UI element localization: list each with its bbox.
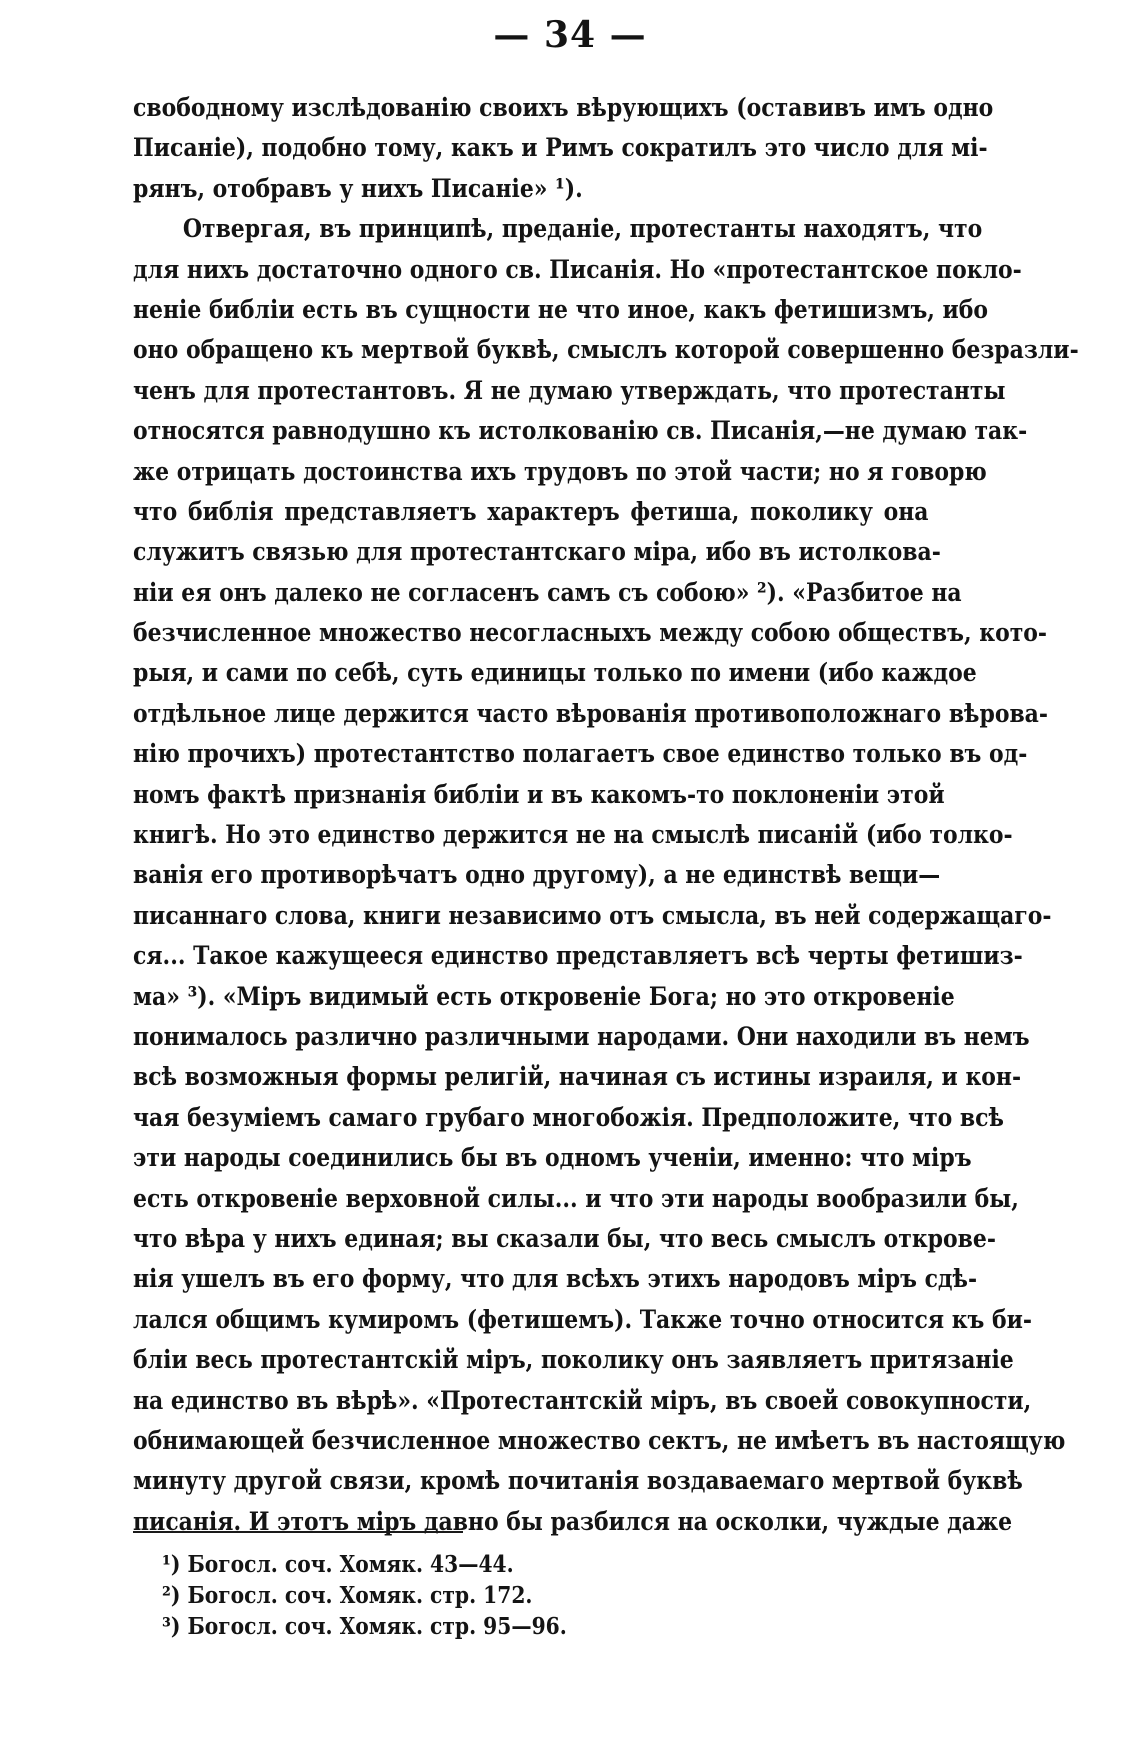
- body-text: [133, 88, 1079, 1542]
- text-line: относятся равнодушно къ истолкованію св. Писанія,—не думаю так-: [133, 416, 1028, 447]
- text-line: ма» ³). «Міръ видимый есть откровеніе Бога; но это откровеніе: [133, 981, 955, 1012]
- text-line: писанія. И этотъ міръ давно бы разбился на осколки, чуждые даже: [133, 1506, 1013, 1537]
- text-line: чая безуміемъ самаго грубаго многобожія. Предположите, что всѣ: [133, 1102, 1004, 1133]
- text-line: лался общимъ кумиромъ (фетишемъ). Также точно относится къ би-: [133, 1304, 1032, 1335]
- text-line: на единство въ вѣрѣ». «Протестантскій міръ, въ своей совокупности,: [133, 1385, 1032, 1416]
- text-line: служитъ связью для протестантскаго міра, ибо въ истолкова-: [133, 537, 941, 568]
- text-line: ніи ея онъ далеко не согласенъ самъ съ собою» ²). «Разбитое на: [133, 577, 962, 608]
- text-line: есть откровеніе верховной силы... и что эти народы вообразили бы,: [133, 1183, 1019, 1214]
- text-line: рыя, и сами по себѣ, суть единицы только по имени (ибо каждое: [133, 658, 977, 689]
- text-line: ся... Такое кажущееся единство представляетъ всѣ черты фетишиз-: [133, 941, 1023, 972]
- footnote: ¹) Богосл. соч. Хомяк. 43—44.: [162, 1551, 514, 1578]
- text-line: книгѣ. Но это единство держится не на смыслѣ писаній (ибо толко-: [133, 820, 1013, 851]
- page-number: — 34 —: [493, 14, 647, 56]
- footnotes: [162, 1549, 567, 1642]
- text-line: Отвергая, въ принципѣ, преданіе, протестанты находятъ, что: [182, 214, 983, 245]
- text-line: минуту другой связи, кромѣ почитанія воздаваемаго мертвой буквѣ: [133, 1466, 1023, 1497]
- footnote: ²) Богосл. соч. Хомяк. стр. 172.: [162, 1582, 533, 1609]
- text-line: ченъ для протестантовъ. Я не думаю утверждать, что протестанты: [133, 375, 1006, 406]
- text-line: всѣ возможныя формы религій, начиная съ истины израиля, и кон-: [133, 1062, 1022, 1093]
- text-line: обнимающей безчисленное множество сектъ, не имѣетъ въ настоящую: [133, 1425, 1066, 1456]
- footnote: ³) Богосл. соч. Хомяк. стр. 95—96.: [162, 1613, 567, 1640]
- text-line: безчисленное множество несогласныхъ между собою обществъ, кото-: [133, 618, 1048, 649]
- text-line: Писаніе), подобно тому, какъ и Римъ сократилъ это число для мі-: [133, 133, 988, 164]
- text-line: нію прочихъ) протестантство полагаетъ свое единство только въ од-: [133, 739, 1028, 770]
- text-line: рянъ, отобравъ у нихъ Писаніе» ¹).: [133, 173, 583, 204]
- text-line: для нихъ достаточно одного св. Писанія. Но «протестантское покло-: [133, 254, 1022, 285]
- text-line: отдѣльное лице держится часто вѣрованія противоположнаго вѣрова-: [133, 698, 1048, 729]
- text-line: понималось различно различными народами. Они находили въ немъ: [133, 1021, 1030, 1052]
- text-line: свободному изслѣдованію своихъ вѣрующихъ (оставивъ имъ одно: [133, 93, 994, 123]
- text-line: бліи весь протестантскій міръ, поколику онъ заявляетъ притязаніе: [133, 1345, 1014, 1376]
- text-line: же отрицать достоинства ихъ трудовъ по этой части; но я говорю: [133, 456, 987, 487]
- text-line: что библія представляетъ характеръ фетиша, поколику она: [133, 496, 929, 527]
- text-line: ванія его противорѣчатъ одно другому), а не единствѣ вещи—: [133, 860, 941, 891]
- footnote-divider: [133, 1531, 463, 1533]
- text-line: неніе библіи есть въ сущности не что иное, какъ фетишизмъ, ибо: [133, 294, 989, 325]
- text-line: эти народы соединились бы въ одномъ ученіи, именно: что міръ: [133, 1143, 972, 1174]
- text-line: писаннаго слова, книги независимо отъ смысла, въ ней содержащаго-: [133, 900, 1052, 931]
- text-line: нія ушелъ въ его форму, что для всѣхъ этихъ народовъ міръ сдѣ-: [133, 1264, 978, 1295]
- text-line: оно обращено къ мертвой буквѣ, смыслъ которой совершенно безразли-: [133, 335, 1079, 366]
- text-line: что вѣра у нихъ единая; вы сказали бы, что весь смыслъ открове-: [133, 1223, 996, 1254]
- text-line: номъ фактѣ признанія библіи и въ какомъ-то поклоненіи этой: [133, 779, 945, 810]
